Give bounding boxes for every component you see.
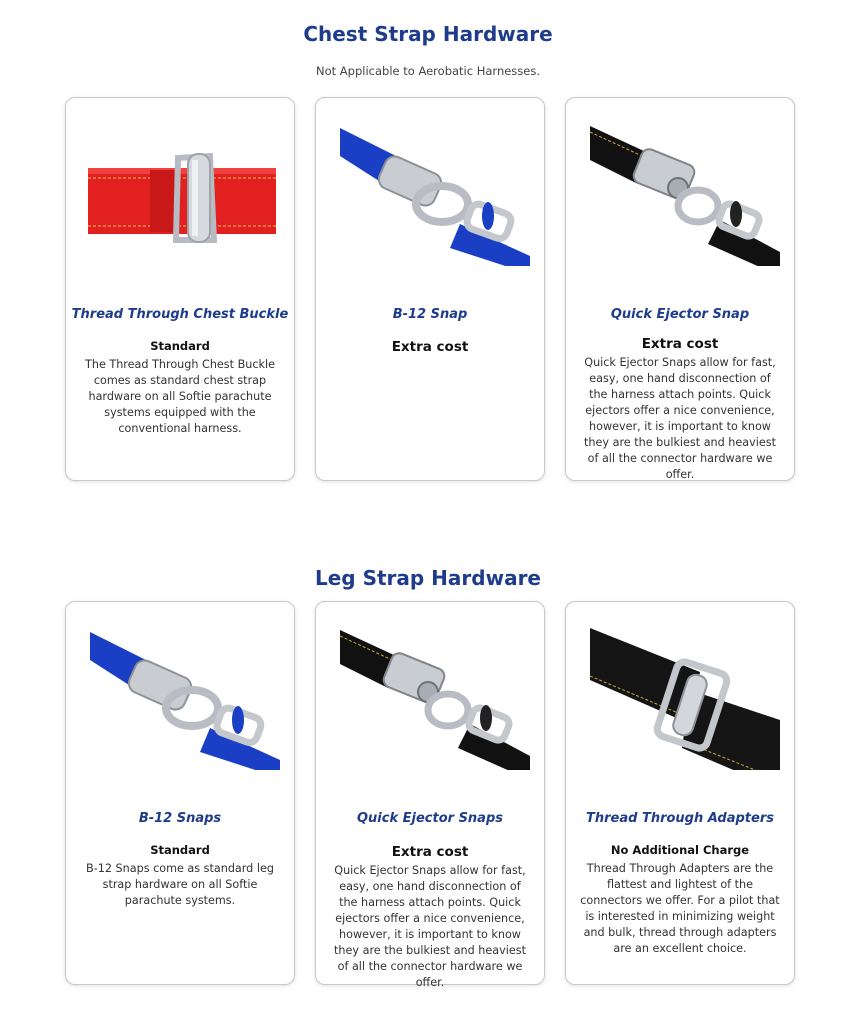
card-quick-ejector-snap[interactable] <box>565 97 795 481</box>
card-title[interactable]: B-12 Snaps <box>138 811 222 826</box>
card-description: Thread Through Adapters are the flattest and lightest of the connectors we offer. For a pilot that is interested in minimizing weight and bulk, thread through adapters are an excellent choice. <box>580 862 780 955</box>
card-price: Extra cost <box>641 336 719 352</box>
card-description: B-12 Snaps come as standard leg strap hardware on all Softie parachute systems. <box>86 862 274 907</box>
card-quick-ejector-snaps[interactable] <box>315 601 545 989</box>
card-thread-through-chest-buckle[interactable] <box>65 97 295 481</box>
b12-snap-image <box>330 116 530 266</box>
card-description: The Thread Through Chest Buckle comes as standard chest strap hardware on all Softie parachute systems equipped with the conventional harness. <box>85 358 275 435</box>
chest-section-subtitle: Not Applicable to Aerobatic Harnesses. <box>315 64 541 78</box>
card-price: Standard <box>150 339 210 353</box>
card-price: Extra cost <box>391 844 469 860</box>
card-title[interactable]: Thread Through Adapters <box>586 811 774 826</box>
card-title[interactable]: Quick Ejector Snap <box>610 307 750 322</box>
thread-through-buckle-image <box>80 116 280 266</box>
card-description: Quick Ejector Snaps allow for fast, easy, one hand disconnection of the harness attach points. Quick ejectors offer a nice convenience, however, it is important to know they are the bulkiest and heaviest of all the connector hardware we offer. <box>584 356 776 481</box>
leg-section-title: Leg Strap Hardware <box>314 566 541 590</box>
card-b12-snaps[interactable] <box>65 601 295 985</box>
card-price: Standard <box>150 843 210 857</box>
card-price: Extra cost <box>391 339 469 355</box>
card-b12-snap[interactable] <box>315 97 545 481</box>
card-thread-through-adapters[interactable] <box>565 601 795 985</box>
quick-ejector-snaps-image <box>330 620 530 770</box>
card-title[interactable]: Quick Ejector Snaps <box>356 811 503 826</box>
thread-through-adapter-image <box>580 620 780 770</box>
card-description: Quick Ejector Snaps allow for fast, easy, one hand disconnection of the harness attach points. Quick ejectors offer a nice convenience, however, it is important to know they are the bulkiest and heaviest of all the connector hardware we offer. <box>334 864 526 989</box>
card-title[interactable]: Thread Through Chest Buckle <box>71 307 289 322</box>
b12-snaps-image <box>80 620 280 770</box>
chest-section-title: Chest Strap Hardware <box>303 22 553 46</box>
card-price: No Additional Charge <box>610 843 750 857</box>
card-title[interactable]: B-12 Snap <box>392 307 468 322</box>
quick-ejector-snap-image <box>580 116 780 266</box>
